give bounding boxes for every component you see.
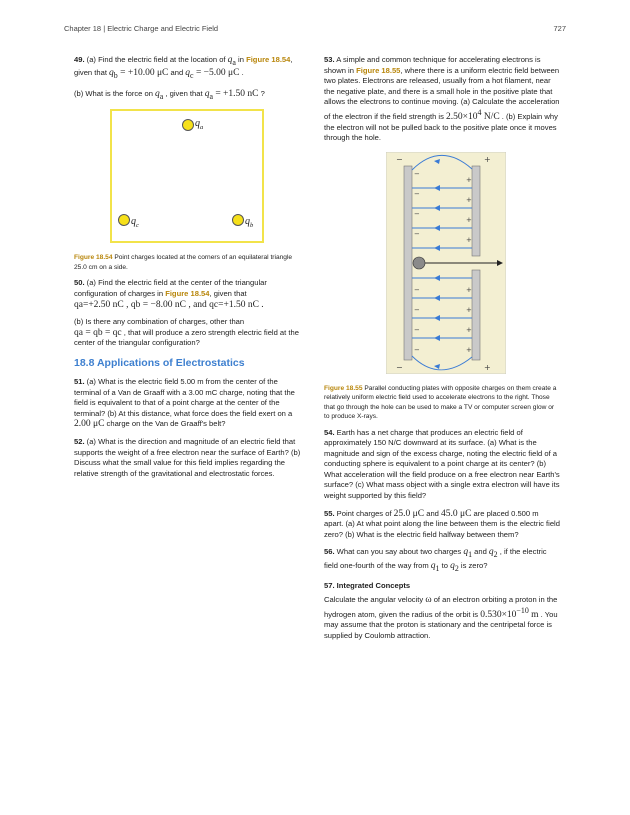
left-column <box>74 55 306 486</box>
svg-text:−: − <box>414 285 420 294</box>
svg-text:−: − <box>396 362 403 372</box>
svg-text:−: − <box>414 345 420 354</box>
svg-text:+: + <box>466 325 472 334</box>
chapter-title: Chapter 18 | Electric Charge and Electric Field <box>64 24 219 33</box>
problem-50: 50. (a) Find the electric field at the center of the triangular configuration of charges in Figure 18.54, given that qa=+2.50 nC , qb = −8.00 nC , and qc=+1.50 nC . <box>74 278 267 310</box>
charge-a <box>182 119 194 131</box>
svg-text:+: + <box>466 215 472 224</box>
svg-text:−: − <box>414 325 420 334</box>
svg-text:−: − <box>414 169 420 178</box>
problem-54: 54. Earth has a net charge that produces an electric field of approximately 150 N/C downward at its surface. (a) What is the magnitude and sign of the excess charge, noting the electric field of a conducting sphere is equivalent to a point charge at its center? (b) What acceleration will the field produce on a free electron near Earth's surface? (c) What mass object with a single extra electron will have its weight supported by this field? <box>324 427 560 501</box>
page-number: 727 <box>553 24 566 33</box>
problem-49b: (b) What is the force on $q_a$ , given that $q_a = +1.50$ nC ? <box>74 88 265 101</box>
negative-plate <box>404 166 412 360</box>
section-heading: 18.8 Applications of Electrostatics <box>74 357 245 370</box>
svg-text:+: + <box>466 345 472 354</box>
figure-18-55 <box>386 152 560 378</box>
problem-57: Calculate the angular velocity ω of an electron orbiting a proton in the hydrogen atom, given the radius of the orbit is $0.530\times 10^{-10}$ m . You may assume that the proton is stationary and the centripetal force is supplied by Coulomb attraction. <box>324 595 558 640</box>
electron <box>413 257 425 269</box>
svg-text:+: + <box>466 305 472 314</box>
parallel-plates-diagram <box>386 152 506 374</box>
problem-50b: (b) Is there any combination of charges, other than qa = qb = qc , that will produce a zero strength electric field at the center of the triangular configuration? <box>74 317 299 348</box>
svg-text:+: + <box>484 154 491 164</box>
svg-text:+: + <box>466 285 472 294</box>
label-qa: $q_a$ <box>195 118 204 132</box>
svg-text:−: − <box>414 229 420 238</box>
label-qc: $q_c$ <box>131 216 139 230</box>
problem-57-title: 57. Integrated Concepts <box>324 581 411 591</box>
positive-plate-bottom <box>472 270 480 360</box>
problem-51: 51. (a) What is the electric field 5.00 m from the center of the terminal of a Van de Graaff with a 3.00 mC charge, noting that the field is equivalent to that of a point charge at the center of the terminal? (b) At this distance, what force does the field exert on a 2.00 μC charge on the Van de Graaff's belt? <box>74 377 295 430</box>
charge-b <box>232 214 244 226</box>
figure-18-54 <box>110 109 264 243</box>
problem-49: 49. (a) Find the electric field at the location of $q_a$ in Figure 18.54, given that $q_b = +10.00$ μC and $q_c = -5.00$ μC . <box>74 55 293 81</box>
figure-link[interactable]: Figure 18.55 <box>356 65 401 75</box>
equation: qa=+2.50 nC , qb = −8.00 nC , and qc=+1.50 nC . <box>74 299 264 310</box>
problem-56: 56. What can you say about two charges $q_1$ and $q_2$ , if the electric field one-fourth of the way from $q_1$ to $q_2$ is zero? <box>324 547 547 573</box>
svg-text:+: + <box>484 362 491 372</box>
problem-52: 52. (a) What is the direction and magnitude of an electric field that supports the weight of a free electron near the surface of Earth? (b) Discuss what the small value for this field implies regarding the relative strength of the gravitational and electrostatic forces. <box>74 436 301 478</box>
page-header <box>64 24 566 33</box>
label-qb: $q_b$ <box>245 216 254 230</box>
svg-text:+: + <box>466 175 472 184</box>
figure-18-54-caption: Figure 18.54 Point charges located at the corners of an equilateral triangle 25.0 cm on a side. <box>74 254 293 271</box>
problem-55: 55. Point charges of 25.0 μC and 45.0 μC are placed 0.500 m apart. (a) At what point along the line between them is the electric field zero? (b) What is the electric field halfway between them? <box>324 508 560 539</box>
svg-text:+: + <box>466 195 472 204</box>
figure-18-55-caption: Figure 18.55 Parallel conducting plates with opposite charges on them create a relatively uniform electric field used to accelerate electrons to the right. Those that go through the hole can be used to make a TV or computer screen glow or to produce X-rays. <box>324 384 557 420</box>
charge-c <box>118 214 130 226</box>
problem-53: 53. A simple and common technique for accelerating electrons is shown in Figure 18.55, where there is a uniform electric field between two plates. Electrons are released, usually from a hot filament, near the negative plate, and there is a small hole in the positive plate that allows the electrons to continue moving. (a) Calculate the acceleration of the electron if the field strength is $2.50\times 10^4$ N/C . (b) Explain why the electron will not be pulled back to the positive plate once it moves through the hole. <box>324 55 560 143</box>
svg-text:−: − <box>414 209 420 218</box>
figure-link[interactable]: Figure 18.54 <box>165 289 210 299</box>
svg-text:−: − <box>414 189 420 198</box>
svg-text:−: − <box>396 154 403 164</box>
svg-text:+: + <box>466 235 472 244</box>
right-column <box>324 55 560 649</box>
positive-plate-top <box>472 166 480 256</box>
svg-text:−: − <box>414 305 420 314</box>
figure-link[interactable]: Figure 18.54 <box>246 55 291 64</box>
